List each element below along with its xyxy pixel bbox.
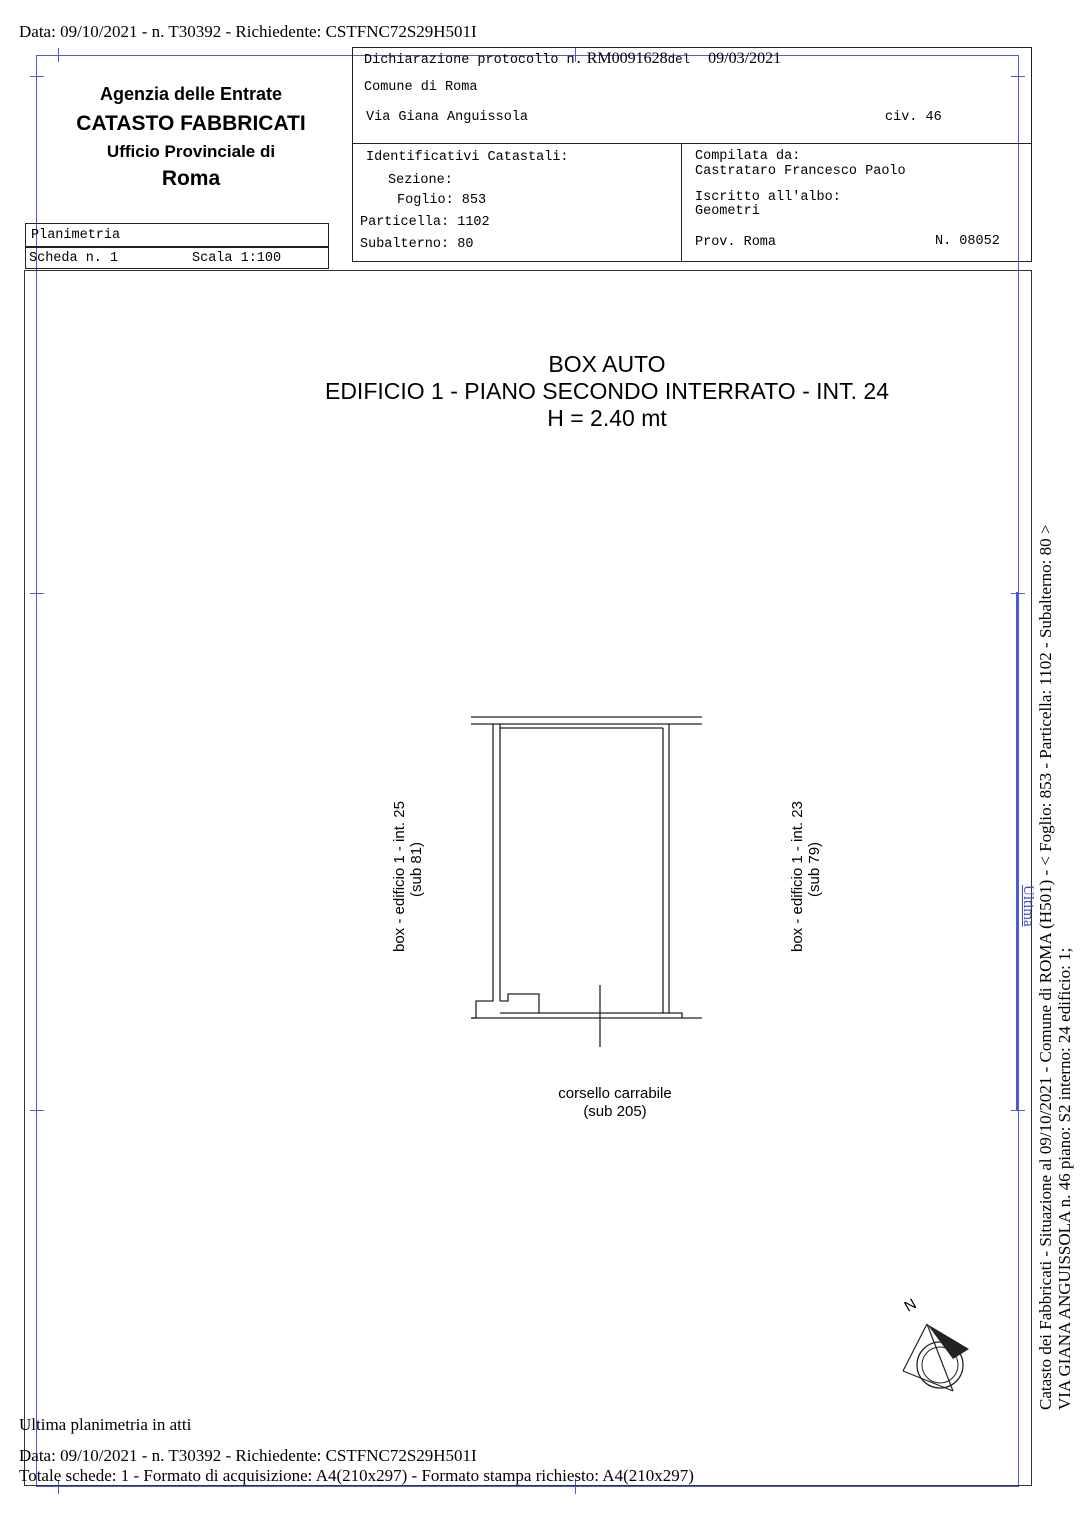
stamp-bar [1016,592,1019,1111]
tick [58,48,59,62]
ultima-planimetria: Ultima planimetria in atti [19,1415,192,1434]
tick [30,76,44,77]
plan-subtitle: EDIFICIO 1 - PIANO SECONDO INTERRATO - INT. 24 [324,378,889,404]
dichiarazione-line [364,50,781,68]
iscrizione-number: N. 08052 [935,234,1000,249]
sezione-label: Sezione: [388,173,453,188]
foglio-label: Foglio: 853 [397,193,487,208]
planimetria-label: Planimetria [31,228,121,243]
request-line: Data: 09/10/2021 - n. T30392 - Richiedente: CSTFNC72S29H501I [19,22,477,41]
footer-data-line: Data: 09/10/2021 - n. T30392 - Richiedente: CSTFNC72S29H501I [19,1446,477,1465]
identificativi-label: Identificativi Catastali: [366,150,569,165]
via-label: Via Giana Anguissola [366,110,529,125]
ultima-stamp: Ultima [1020,885,1036,927]
corsello-sub: (sub 205) [583,1103,647,1120]
subalterno-label: Subalterno: 80 [360,237,474,252]
side-line-2: VIA GIANA ANGUISSOLA n. 46 piano: S2 interno: 24 edificio: 1; [1055,947,1074,1410]
plan-height: H = 2.40 mt [547,405,667,431]
scheda-label: Scheda n. 1 [29,251,119,266]
comune-label: Comune di Roma [364,80,478,95]
albo-label: Geometri [695,204,760,219]
compilatore-name: Castrataro Francesco Paolo [695,164,906,179]
provincia-label: Prov. Roma [695,235,777,250]
frame-bottom [36,1486,1019,1487]
corsello-label: corsello carrabile [558,1085,672,1102]
footer-totale: Totale schede: 1 - Formato di acquisizione: A4(210x297) - Formato stampa richiesto: A4(210x297) [19,1466,694,1485]
left-neighbour-sub: (sub 81) [408,841,425,897]
del-label: del [667,53,691,67]
right-neighbour-label: box - edificio 1 - int. 23 [789,801,806,952]
floor-plan [460,705,710,1050]
side-line-1: Catasto dei Fabbricati - Situazione al 09/10/2021 - Comune di ROMA (H501) - < Foglio: 853 - Particella: 1102 - Subalterno: 80 > [1036,524,1055,1410]
scala-label: Scala 1:100 [192,251,282,266]
compilata-label: Compilata da: [695,149,801,164]
right-neighbour-sub: (sub 79) [806,841,823,897]
ufficio-label: Ufficio Provinciale di [106,142,276,161]
plan-title: BOX AUTO [548,351,666,377]
protocollo-number: RM0091628 [586,50,668,67]
city-label: Roma [161,167,221,190]
agency-name: Agenzia delle Entrate [99,84,283,104]
left-neighbour-label: box - edificio 1 - int. 25 [391,801,408,952]
north-label: N [901,1295,920,1316]
protocollo-date: 09/03/2021 [708,50,782,67]
north-arrow-icon [895,1315,980,1400]
dichiarazione-label: Dichiarazione protocollo n. [364,53,583,68]
iscritto-label: Iscritto all'albo: [695,190,841,205]
particella-label: Particella: 1102 [360,215,490,230]
catasto-title: CATASTO FABBRICATI [76,112,306,135]
civico-label: civ. 46 [885,110,942,125]
